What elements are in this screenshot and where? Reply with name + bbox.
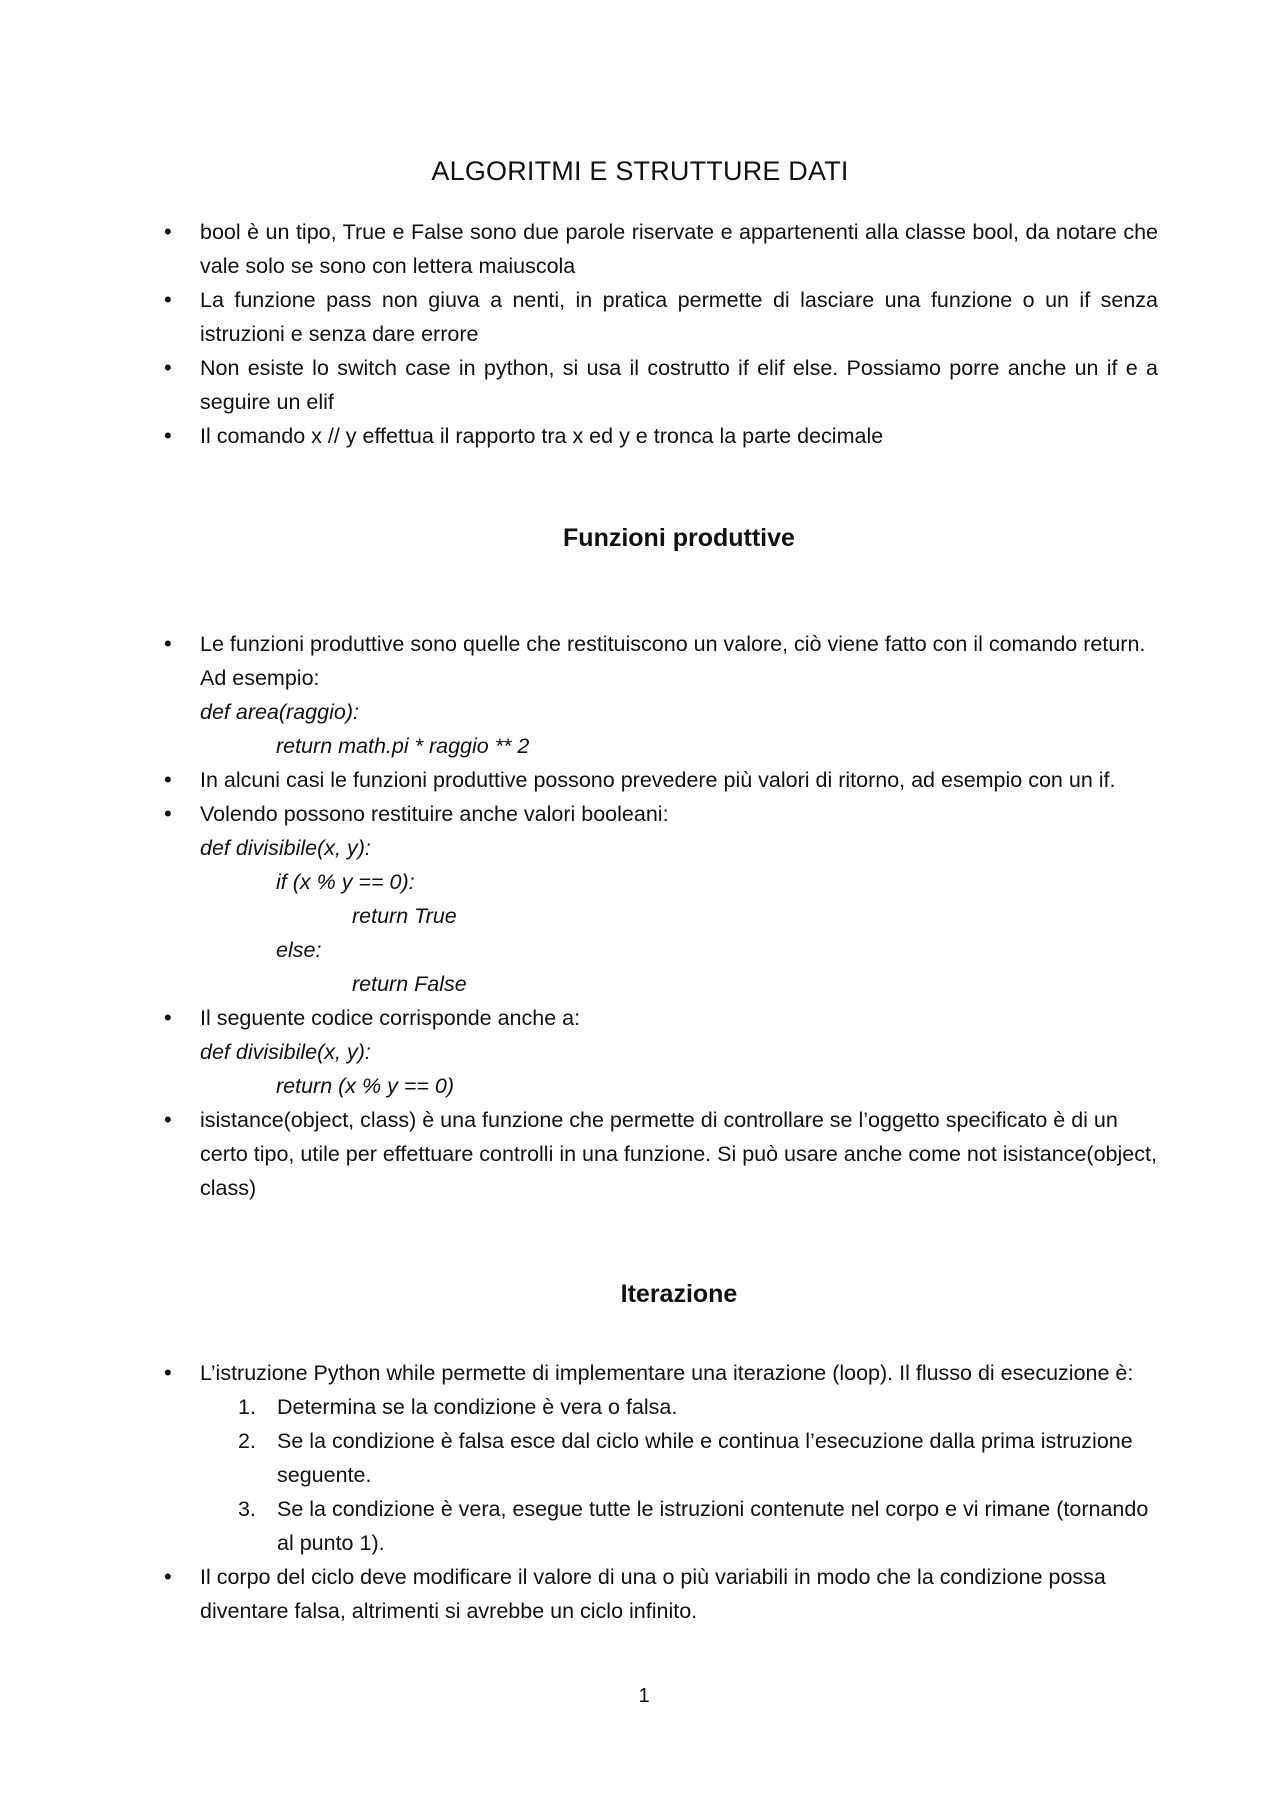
list-item-text: • L’istruzione Python while permette di implementare una iterazione (loop). Il flusso di esecuzione è: (200, 1361, 1134, 1385)
step-number: 3. (238, 1497, 256, 1521)
code-line: if (x % y == 0): (276, 870, 415, 894)
code-line: return math.pi * raggio ** 2 (276, 734, 530, 758)
list-item-text: • Volendo possono restituire anche valori booleani: (200, 802, 669, 826)
step-text: Se la condizione è vera, esegue tutte le istruzioni contenute nel corpo e vi rimane (tornando al punto 1). (277, 1497, 1149, 1555)
list-item (200, 1356, 1158, 1560)
code-line: def divisibile(x, y): (200, 836, 371, 860)
numbered-item (238, 1390, 1158, 1424)
numbered-item (238, 1424, 1158, 1492)
funzioni-produttive-list (200, 627, 1158, 1205)
list-item: • La funzione pass non giuva a nenti, in pratica permette di lasciare una funzione o un if senza istruzioni e senza dare errore (200, 283, 1158, 351)
code-line: def divisibile(x, y): (200, 1040, 371, 1064)
list-item: • bool è un tipo, True e False sono due parole riservate e appartenenti alla classe bool, da notare che vale solo se sono con lettera maiuscola (200, 215, 1158, 283)
step-text: Determina se la condizione è vera o falsa. (277, 1395, 678, 1419)
code-line: return (x % y == 0) (276, 1074, 455, 1098)
page-title: ALGORITMI E STRUTTURE DATI (431, 156, 849, 186)
list-item-text: • Il seguente codice corrisponde anche a: (200, 1006, 581, 1030)
numbered-list (200, 1390, 1158, 1560)
code-line: return False (352, 972, 467, 996)
step-number: 1. (238, 1395, 256, 1419)
list-item: • Non esiste lo switch case in python, si usa il costrutto if elif else. Possiamo porre anche un if e a seguire un elif (200, 351, 1158, 419)
list-item (200, 797, 1158, 1001)
code-line: def area(raggio): (200, 700, 359, 724)
code-line: return True (352, 904, 457, 928)
list-item-text: • Le funzioni produttive sono quelle che restituiscono un valore, ciò viene fatto con il comando return. Ad esempio: (200, 632, 1146, 690)
intro-list (200, 215, 1158, 453)
list-item: • In alcuni casi le funzioni produttive possono prevedere più valori di ritorno, ad esempio con un if. (200, 763, 1158, 797)
list-item: • Il comando x // y effettua il rapporto tra x ed y e tronca la parte decimale (200, 419, 1158, 453)
code-line: else: (276, 938, 322, 962)
step-text: Se la condizione è falsa esce dal ciclo while e continua l’esecuzione dalla prima istruzione seguente. (277, 1429, 1133, 1487)
step-number: 2. (238, 1429, 256, 1453)
list-item: • isistance(object, class) è una funzione che permette di controllare se l’oggetto specificato è di un certo tipo, utile per effettuare controlli in una funzione. Si può usare anche come not isistance(object, class) (200, 1103, 1158, 1205)
section-heading-funzioni-produttive: Funzioni produttive (563, 524, 795, 552)
numbered-item (238, 1492, 1158, 1560)
list-item (200, 627, 1158, 763)
iterazione-list (200, 1356, 1158, 1628)
list-item (200, 1001, 1158, 1103)
page-number: 1 (638, 1685, 650, 1707)
list-item: • Il corpo del ciclo deve modificare il valore di una o più variabili in modo che la condizione possa diventare falsa, altrimenti si avrebbe un ciclo infinito. (200, 1560, 1158, 1628)
section-heading-iterazione: Iterazione (620, 1280, 738, 1308)
